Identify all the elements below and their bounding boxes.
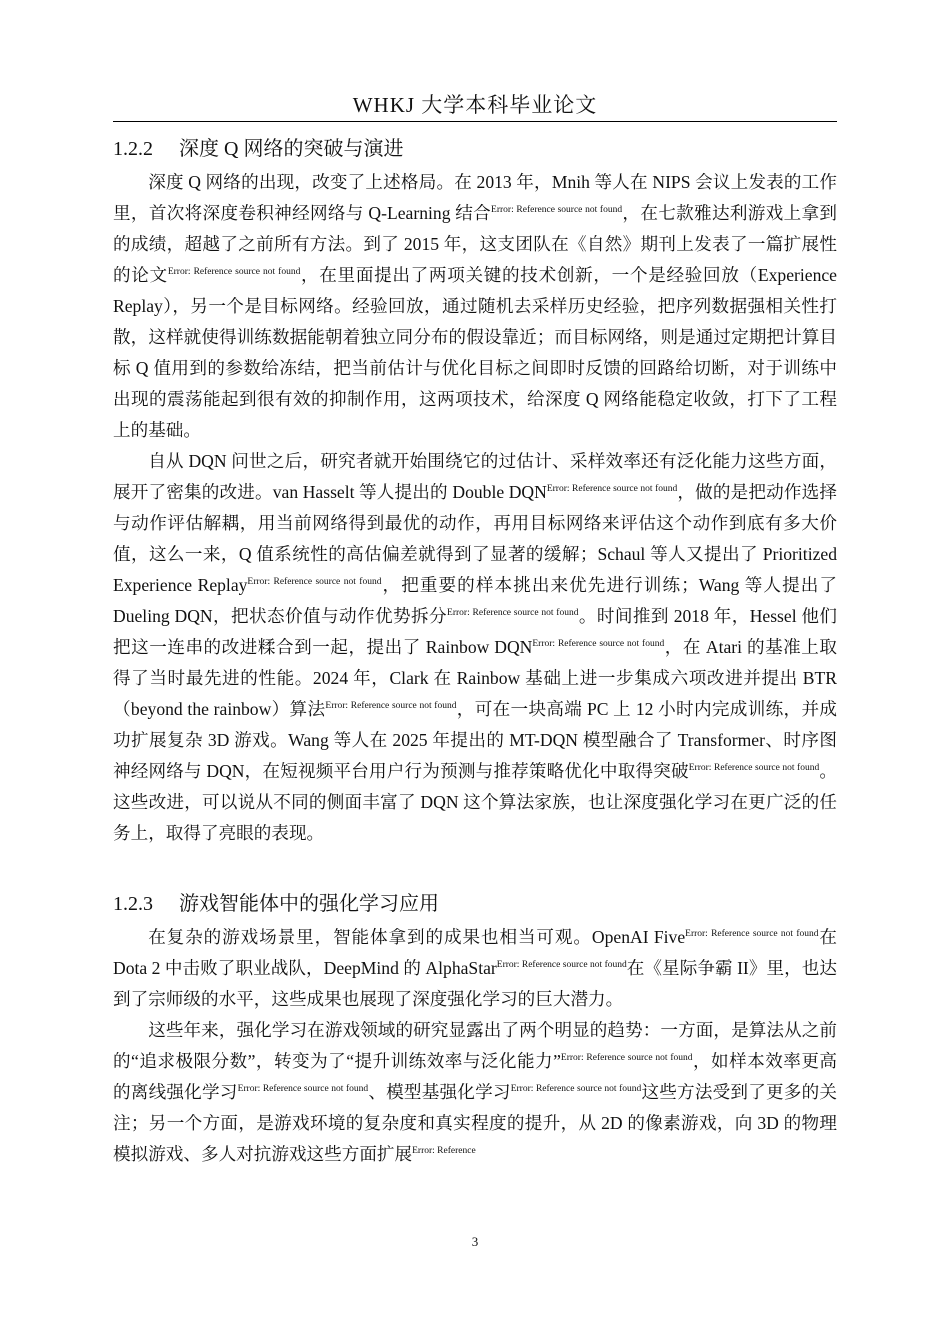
text-run: ，在 Atari 的基准上取得了当时最先进的性能。2024 年，Clark 在 Rainbow 基础上进一步集成六项改进并提出 BTR（beyond the rainbow）算法 <box>113 637 837 719</box>
text-run: 这些年来，强化学习在游戏领域的研究显露出了两个明显的趋势：一方面，是算法从之前的“追求极限分数”，转变为了“提升训练效率与泛化能力” <box>113 1020 837 1071</box>
header-rule <box>113 121 837 122</box>
section-heading-1-2-2 <box>113 132 837 166</box>
paragraph-dqn-improvements <box>113 446 837 849</box>
section-heading-1-2-3 <box>113 887 837 921</box>
section-number: 1.2.3 <box>113 893 153 915</box>
paragraph-game-agents <box>113 922 837 1015</box>
page-header-title: WHKJ 大学本科毕业论文 <box>352 93 598 117</box>
reference-error: Error: Reference source not found <box>447 608 579 618</box>
reference-error: Error: Reference source not found <box>247 577 382 587</box>
text-run: 在复杂的游戏场景里，智能体拿到的成果也相当可观。OpenAI Five <box>148 927 686 947</box>
text-run: 在 Dota 2 中击败了职业战队，DeepMind 的 AlphaStar <box>113 927 837 978</box>
document-body <box>113 132 837 1170</box>
reference-error: Error: Reference source not found <box>510 1084 642 1094</box>
text-run: ，如样本效率更高的离线强化学习 <box>113 1051 837 1102</box>
paragraph-trends <box>113 1015 837 1170</box>
page-number: 3 <box>471 1234 479 1249</box>
text-run: ，在里面提出了两项关键的技术创新，一个是经验回放（Experience Replay），另一个是目标网络。经验回放，通过随机去采样历史经验，把序列数据强相关性打散，这样就使得训练数据能朝着独立同分布的假设靠近；而目标网络，则是通过定期把计算目标 Q 值用到的参数给冻结，把当前估计与优化目标之间即时反馈的回路给切断，对于训练中出现的震荡能起到很有效的抑制作用，这两项技术，给深度 Q 网络能稳定收敛，打下了工程上的基础。 <box>113 265 837 440</box>
text-run: 自从 DQN 问世之后，研究者就开始围绕它的过估计、采样效率还有泛化能力这些方面，展开了密集的改进。van Hasselt 等人提出的 Double DQN <box>113 451 837 502</box>
reference-error: Error: Reference source not found <box>532 639 665 649</box>
reference-error: Error: Reference source not found <box>685 929 819 939</box>
paragraph-dqn-origin <box>113 167 837 446</box>
text-run: 深度 Q 网络的出现，改变了上述格局。在 2013 年，Mnih 等人在 NIPS 会议上发表的工作里，首次将深度卷积神经网络与 Q-Learning 结合 <box>113 172 837 223</box>
reference-error: Error: Reference source not found <box>237 1084 369 1094</box>
reference-error: Error: Reference source not found <box>496 960 627 970</box>
section-title: 游戏智能体中的强化学习应用 <box>179 893 439 915</box>
text-run: ，在七款雅达利游戏上拿到的成绩，超越了之前所有方法。到了 2015 年，这支团队在《自然》期刊上发表了一篇扩展性的论文 <box>113 203 837 285</box>
reference-error: Error: Reference source not found <box>688 763 820 773</box>
reference-error: Error: Reference source not found <box>325 701 457 711</box>
text-run: ，把重要的样本挑出来优先进行训练；Wang 等人提出了 Dueling DQN，把状态价值与动作优势拆分 <box>113 575 837 626</box>
text-run: 这些方法受到了更多的关注；另一个方面，是游戏环境的复杂度和真实程度的提升，从 2D 的像素游戏，向 3D 的物理模拟游戏、多人对抗游戏这些方面扩展 <box>113 1082 837 1164</box>
text-run: 。这些改进，可以说从不同的侧面丰富了 DQN 这个算法家族，也让深度强化学习在更广泛的任务上，取得了亮眼的表现。 <box>113 761 837 843</box>
text-run: 、模型基强化学习 <box>368 1082 511 1102</box>
reference-error-truncated: Error: Reference <box>412 1146 476 1156</box>
section-number: 1.2.2 <box>113 138 153 160</box>
text-run: ，做的是把动作选择与动作评估解耦，用当前网络得到最优的动作，再用目标网络来评估这个动作到底有多大价值，这么一来，Q 值系统性的高估偏差就得到了显著的缓解；Schaul 等人又提出了 Prioritized Experience Replay <box>113 482 837 595</box>
reference-error: Error: Reference source not found <box>546 484 678 494</box>
reference-error: Error: Reference source not found <box>167 267 301 277</box>
text-run: 在《星际争霸 II》里，也达到了宗师级的水平，这些成果也展现了深度强化学习的巨大潜力。 <box>113 958 837 1009</box>
reference-error: Error: Reference source not found <box>560 1053 693 1063</box>
text-run: ，可在一块高端 PC 上 12 小时内完成训练，并成功扩展复杂 3D 游戏。Wang 等人在 2025 年提出的 MT-DQN 模型融合了 Transformer、时序图神经网络与 DQN，在短视频平台用户行为预测与推荐策略优化中取得突破 <box>113 699 837 781</box>
text-run: 。时间推到 2018 年，Hessel 他们把这一连串的改进糅合到一起，提出了 Rainbow DQN <box>113 606 838 657</box>
section-title: 深度 Q 网络的突破与演进 <box>179 138 404 160</box>
reference-error: Error: Reference source not found <box>491 205 623 215</box>
